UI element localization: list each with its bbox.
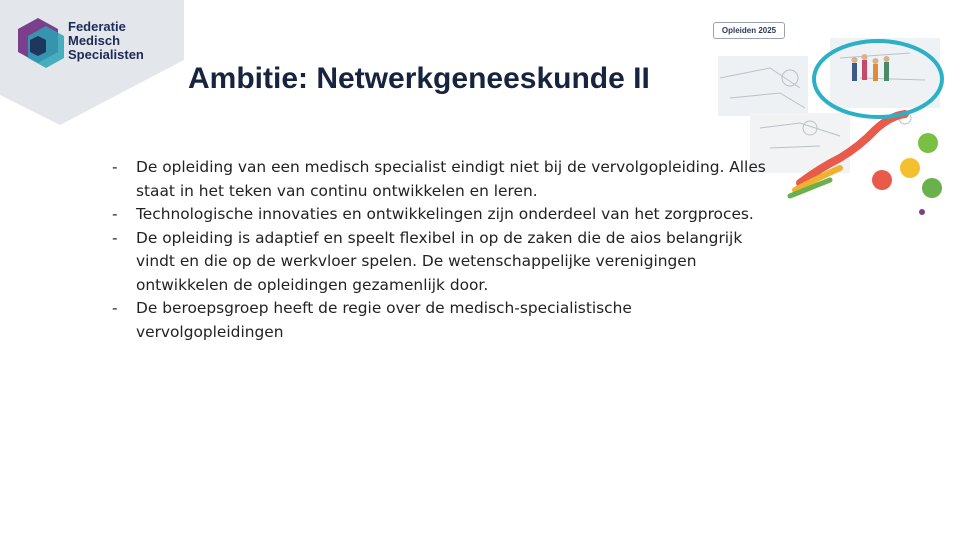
- bullet-item: [112, 203, 772, 227]
- slide-title: Ambitie: Netwerkgeneeskunde II: [188, 62, 650, 95]
- illustration-label: Opleiden 2025: [713, 22, 785, 39]
- logo-mark-icon: [12, 14, 72, 74]
- bullet-list: [112, 156, 772, 344]
- bullet-marker: -: [112, 205, 118, 223]
- bullet-marker: -: [112, 299, 118, 317]
- bullet-text: De opleiding is adaptief en speelt flexibel in op de zaken die de aios belangrijk vindt en die op de werkvloer spelen. De wetenschappelijke verenigingen ontwikkelen de opleidingen gezamenlijk door.: [136, 228, 743, 294]
- bullet-text: De opleiding van een medisch specialist eindigt niet bij de vervolgopleiding. Alles staat in het teken van continu ontwikkelen en leren.: [136, 158, 766, 200]
- bullet-marker: -: [112, 158, 118, 176]
- logo-panel: [0, 0, 184, 125]
- logo-line-1: Federatie: [68, 19, 126, 34]
- bullet-item: [112, 297, 772, 344]
- bullet-text: Technologische innovaties en ontwikkelingen zijn onderdeel van het zorgproces.: [136, 205, 754, 223]
- bullet-item: [112, 156, 772, 203]
- bullet-item: [112, 227, 772, 298]
- logo-line-2: Medisch: [68, 33, 121, 48]
- bullet-marker: -: [112, 228, 118, 247]
- logo-line-3: Specialisten: [68, 47, 144, 62]
- logo-wordmark: [68, 20, 144, 62]
- bullet-text: De beroepsgroep heeft de regie over de medisch-specialistische vervolgopleidingen: [136, 299, 632, 341]
